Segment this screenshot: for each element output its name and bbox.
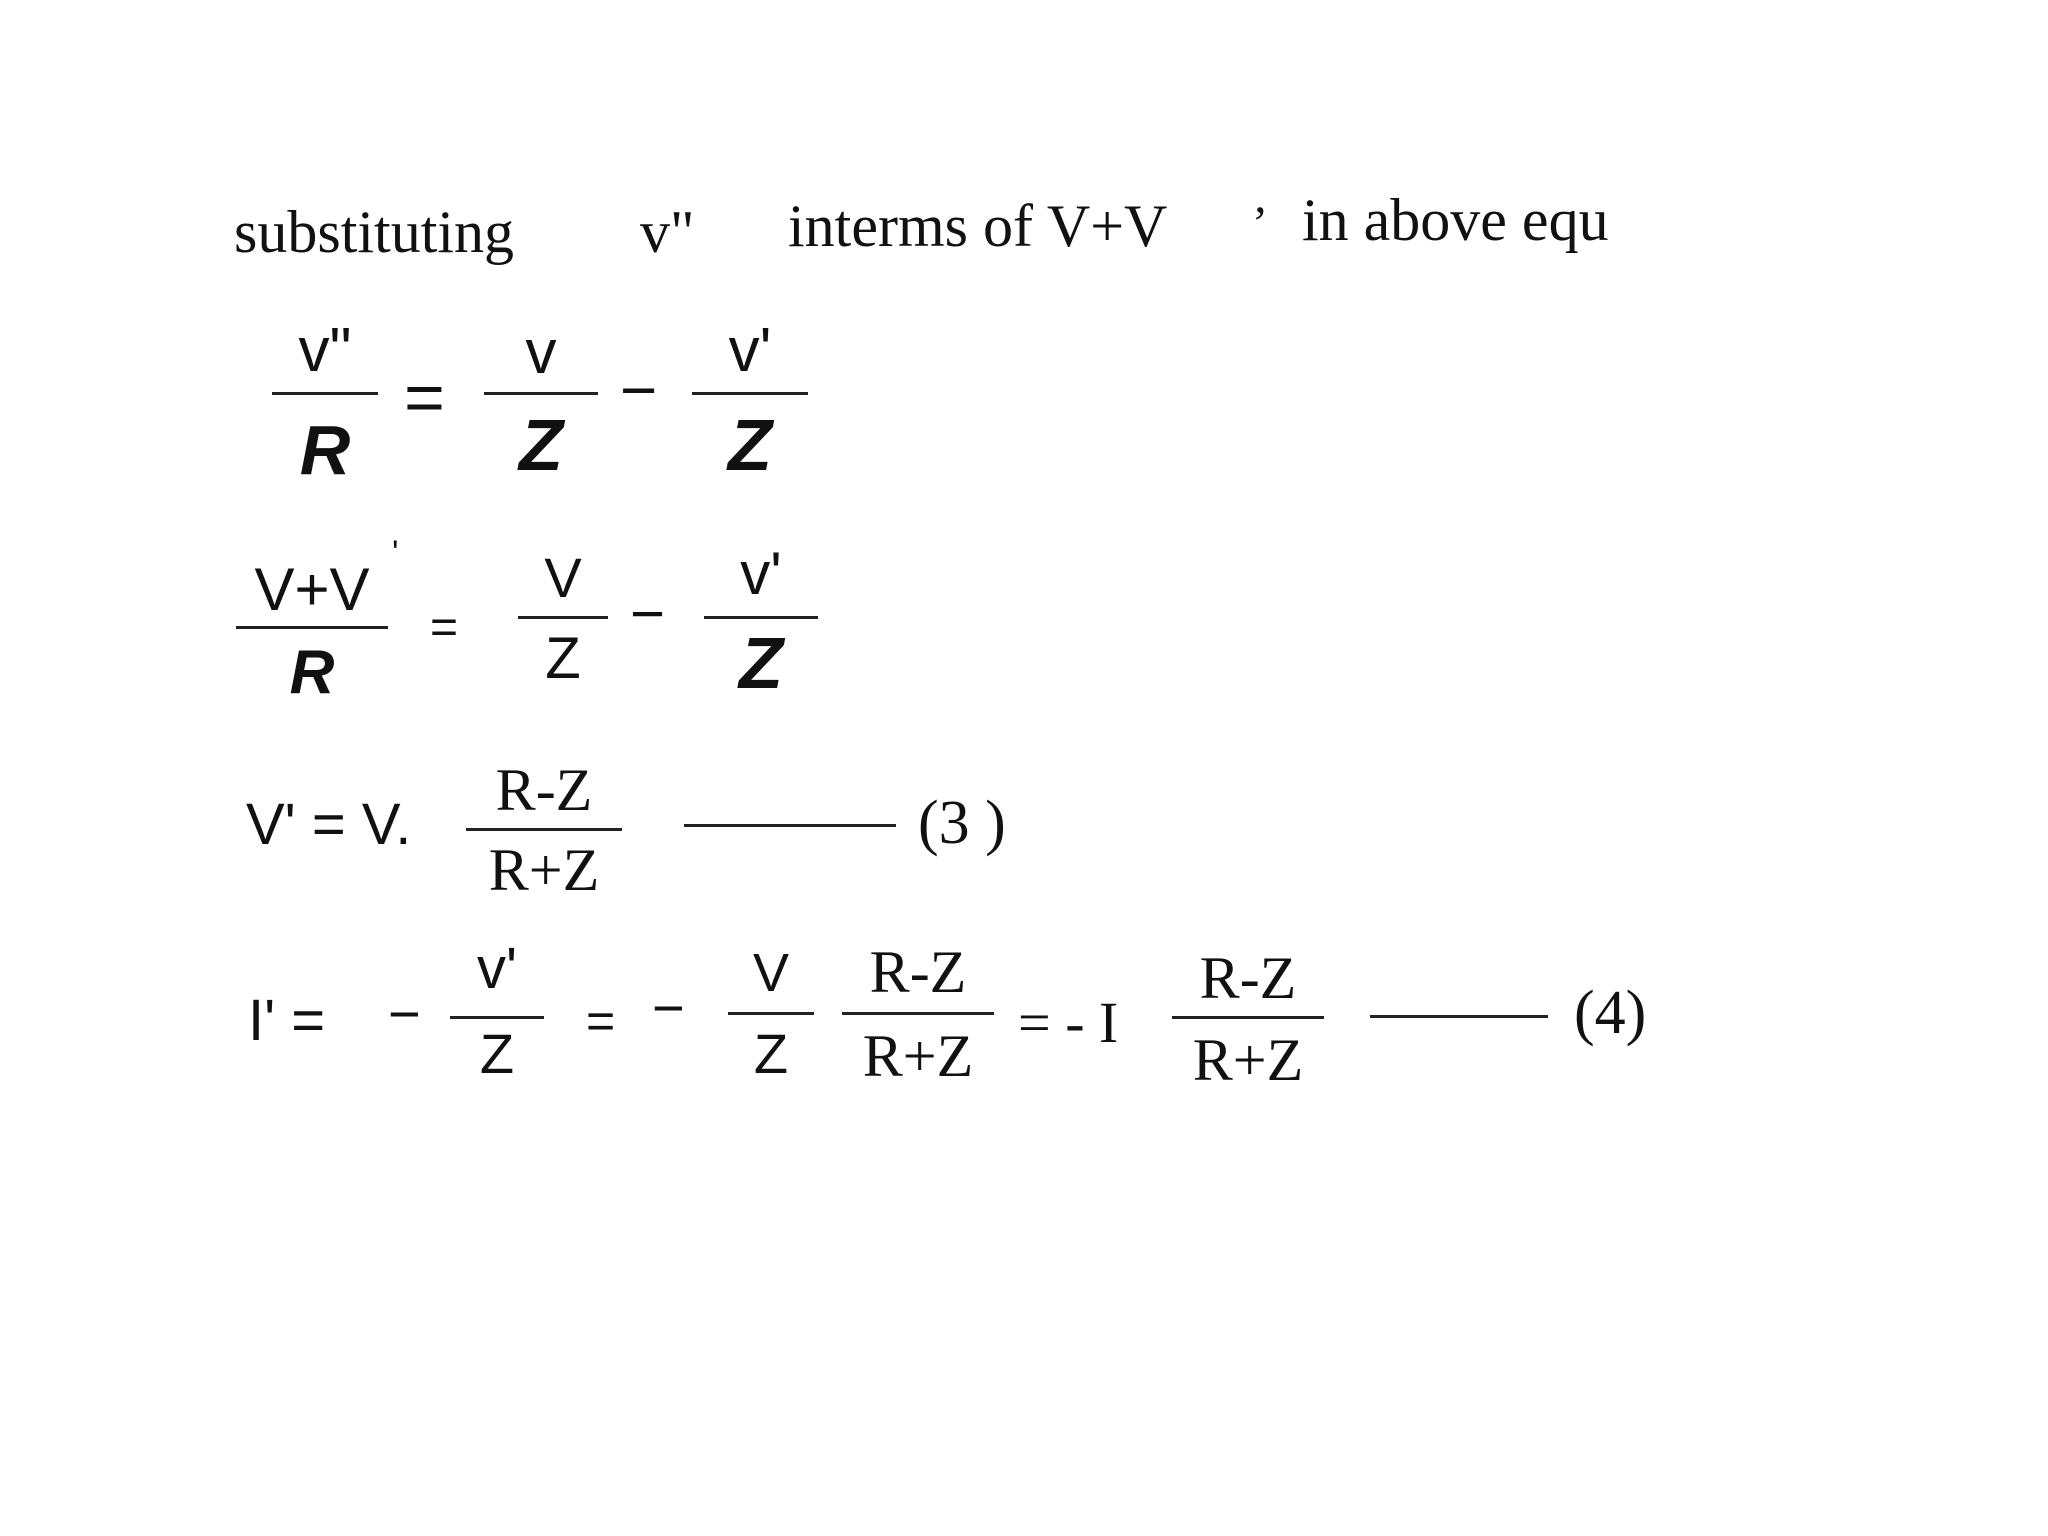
eq1-term1-denominator: Z [519,406,563,486]
eq3-denominator: R+Z [488,837,600,903]
eq2-minus: − [630,580,666,647]
eq1-term2-numerator: v' [728,316,772,385]
eq2-lhs-prime: ' [392,534,399,572]
eq4-leader-line [1370,1015,1548,1018]
eq4-fraction-4-denominator: R+Z [1192,1027,1304,1093]
eq4-equals-1: = [586,993,616,1049]
intro-interms-of: interms of V+V [788,193,1168,259]
eq2-term1-denominator: Z [545,626,581,691]
eq2-lhs-denominator: R [289,638,335,707]
eq1-term2-bar [692,392,808,395]
eq3-label: (3 ) [918,789,1006,857]
eq4-fraction-1 [450,930,544,1085]
eq2-term1-fraction [518,540,608,710]
eq1-lhs-bar [272,392,378,395]
eq4-fraction-2 [728,938,814,1085]
intro-word-substituting: substituting [234,199,515,265]
eq3-bar [466,828,622,831]
eq2-equals: = [430,601,459,654]
eq2-lhs-fraction [236,550,388,710]
eq3-fraction [466,752,622,902]
eq2-term2-fraction [704,528,818,710]
eq2-term1-bar [518,616,608,619]
eq4-fraction-1-denominator: Z [479,1022,515,1085]
eq2-term1-numerator: V [544,546,582,609]
eq3-lhs: V' = V. [246,792,412,857]
eq3-numerator: R-Z [495,757,593,823]
eq4-fraction-1-bar [450,1016,544,1019]
eq2-lhs-bar [236,626,388,629]
eq4-fraction-2-denominator: Z [753,1022,789,1085]
eq2-term2-numerator: v' [740,540,782,607]
eq1-lhs-denominator: R [299,411,351,489]
eq1-term2-fraction [692,300,808,490]
eq1-term1-bar [484,392,598,395]
eq4-fraction-1-numerator: v' [476,936,518,1001]
intro-in-above-equ: in above equ [1302,187,1609,253]
eq1-term1-fraction [484,310,598,490]
eq4-fraction-3-bar [842,1012,994,1015]
eq4-fraction-4-bar [1172,1016,1324,1019]
intro-v-double-prime: v" [640,199,695,265]
eq4-fraction-2-numerator: V [752,943,790,1003]
eq4-fraction-2-bar [728,1012,814,1015]
eq4-neg2: − [652,976,685,1039]
eq1-lhs-fraction [272,310,378,490]
eq2-term2-bar [704,616,818,619]
eq4-neg1: − [388,982,421,1045]
eq4-label: (4) [1574,979,1647,1047]
eq4-equals-neg-I: = - I [1018,990,1119,1055]
eq1-minus: − [620,354,658,426]
eq2-term2-denominator: Z [739,624,783,704]
eq1-lhs-numerator: v" [298,316,352,385]
eq4-fraction-3-denominator: R+Z [862,1023,974,1089]
eq1-term1-numerator: v [525,318,557,387]
eq4-fraction-4 [1172,940,1324,1093]
eq2-lhs-numerator: V+V [254,556,370,623]
intro-prime-mark: ’ [1252,197,1268,250]
eq3-leader-line [684,824,896,827]
eq4-fraction-3-numerator: R-Z [869,939,967,1005]
eq4-fraction-3 [842,934,994,1089]
eq1-term2-denominator: Z [728,406,772,486]
eq4-fraction-4-numerator: R-Z [1199,945,1297,1011]
eq4-lhs: I' = [248,988,326,1053]
eq1-equals: = [404,358,445,436]
